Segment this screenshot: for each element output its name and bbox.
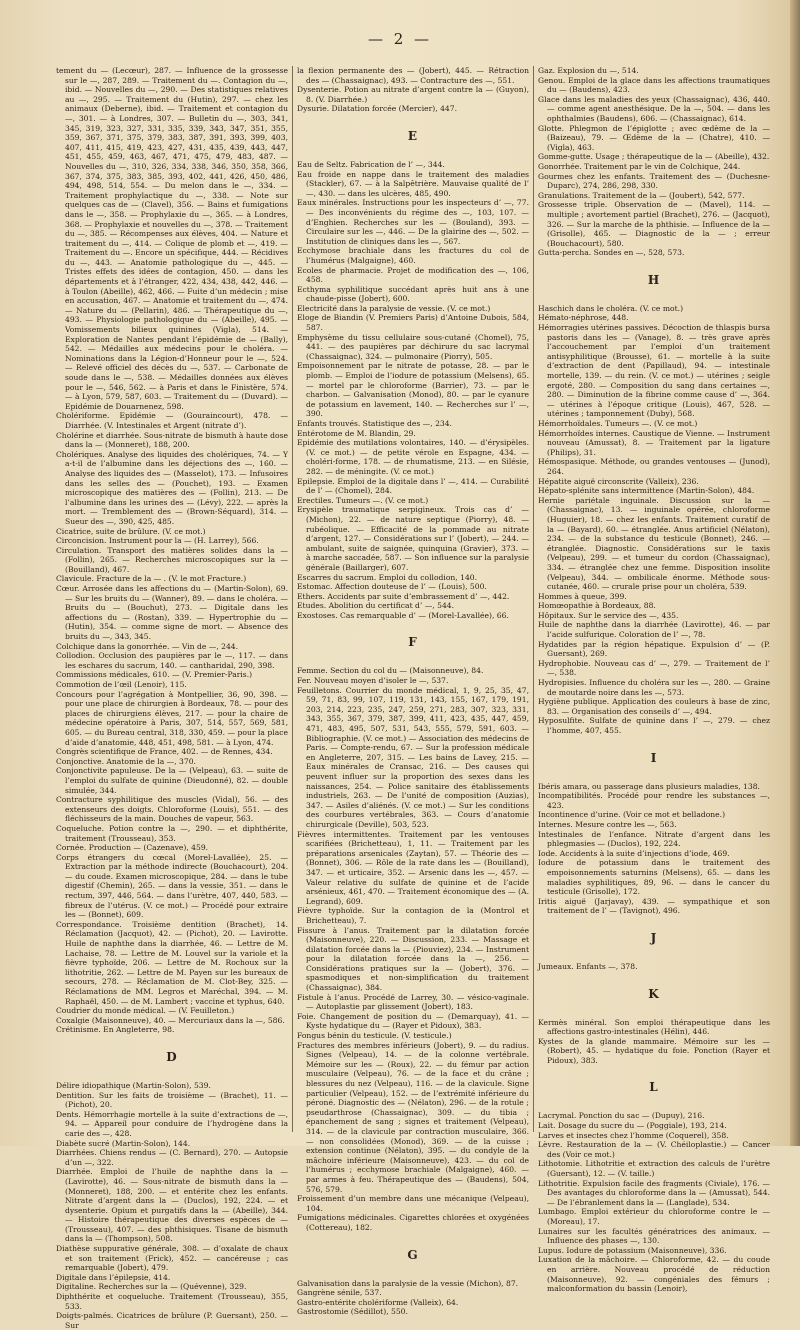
section-letter-e: E [407, 128, 419, 143]
index-entry: Hépatite aiguë circonscrite (Valleix), 236. [538, 476, 699, 486]
index-entry: Cholériques. Analyse des liquides des cholériques, 74. — Y a-t-il de l’albumine dans les déjections des —, 160. — Analyse des liquides des — (Masselot), 173. — Infusoires dans les selles des — (Pouchet), 193. — Examen microscopique des matières des — (Follin), 213. — De l’albumine dans les urines des — (Lévy), 222. — après la mort. — Tremblement des — (Brown-Séquard), 314. — Sueur des —, 390, 425, 485. [56, 449, 288, 526]
index-entry: Diathèse suppurative générale, 308. — d’oxalate de chaux et son traitement (Frick), 452. — cancéreuse ; cas remarquable (Jobert), 479. [56, 1244, 288, 1273]
index-columns [56, 66, 770, 1330]
index-entry: la flexion permanente des — (Jobert), 445. — Rétraction des — (Chassaignac), 493. — Contracture des —, 551. [297, 66, 529, 85]
index-entry: Gutta-percha. Sondes en —, 528, 573. [538, 248, 685, 258]
section-letter-d: D [166, 1049, 178, 1064]
index-entry: Incompatibilités. Procédé pour rendre les substances —, 423. [538, 791, 770, 810]
section-letter-l: L [649, 1080, 659, 1095]
index-entry: Eau froide en nappe dans le traitement des maladies (Stackler), 67. — à la Salpêtrière. Mauvaise qualité de l’ —, 430. — dans les ulcères, 485, 490. [297, 169, 529, 198]
index-entry: Ecchymose brachiale dans les fractures du col de l’humérus (Malgaigne), 460. [297, 246, 529, 265]
entries-j [538, 962, 770, 972]
index-entry: Epilepsie. Emploi de la digitale dans l’ —, 414. — Curabilité de l’ — (Chomel), 284. [297, 476, 529, 496]
entries-c-continued [56, 66, 288, 1035]
index-entry: Commissions médicales, 610. — (V. Premier-Paris.) [56, 670, 253, 680]
index-entry: Gastro-entérite cholériforme (Valleix), 64. [297, 1297, 459, 1307]
index-entry: Circulation. Transport des matières solides dans la — (Follin), 265. — Recherches microscopiques sur la — (Bouilland), 467. [56, 545, 288, 574]
index-entry: Kermès minéral. Son emploi thérapeutique dans les affections gastro-intestinales (Hélin), 446. [538, 1017, 770, 1037]
index-entry: Luxation de la mâchoire. — Chloroforme, 42. — du coude en arrière. Nouveau procédé de réduction (Maisonneuve), 92. — congéniales des fémurs ; malconformation du bassin (Lenoir), [538, 1255, 770, 1294]
index-entry: Collodion. Occlusion des paupières par le —, 117. — dans les eschares du sacrum, 140. — cantharidal, 290, 398. [56, 651, 288, 670]
index-entry: Etudes. Abolition du certificat d’ —, 544. [297, 601, 455, 611]
index-entry: Gomme-gutte. Usage ; thérapeutique de la — (Abeille), 432. [538, 152, 770, 162]
index-entry: Cornée. Production — (Cazenave), 459. [56, 843, 209, 853]
index-entry: Dysurie. Dilatation forcée (Mercier), 447. [297, 104, 457, 114]
index-entry: Fongus bénin du testicule. (V. testicule.) [297, 1031, 452, 1041]
index-entry: Internes. Mesure contre les —, 563. [538, 819, 677, 829]
index-entry: Eaux minérales. Instructions pour les inspecteurs d’ —, 77. — Des inconvénients du régime des —, 103, 107. — d’Enghien. Recherches sur les — (Bouland), 393. — Circulaire sur les —, 446. — De la glairine des —, 502. — Institution de cliniques dans les —, 567. [297, 198, 529, 246]
index-entry: Grossesse triple. Observation de — (Mavel), 114. — multiple ; avortement partiel (Brachet), 276. — (Jacquot), 326. — Sur la marche de la phthisie. — Influence de la — (Grisolle), 465. — Diagnostic de la — ; erreur (Bouchacourt), 580. [538, 200, 770, 248]
index-entry: Genou. Emploi de la glace dans les affections traumatiques du — (Baudens), 423. [538, 75, 770, 95]
index-entry: Hernie pariétale inguinale. Discussion sur la — (Chassaignac), 13. — inguinale opérée, chloroforme (Huguier), 18. — chez les enfants. Traitement curatif de la — (Bayard), 60. — étranglée. Anus artificiel (Nélaton), 234. — de la substance du testicule (Bonnet), 246. — étranglée. Diagnostic. Considérations sur le taxis (Velpeau), 299. — et tumeur du cordon (Chassaignac), 334. — étranglée chez une femme. Disposition insolite (Velpeau), 344. — ombilicale énorme. Méthode sous-cutanée, 460. — crurale prise pour un choléra, 539. [538, 495, 770, 592]
index-entry: Foie. Changement de position du — (Demarquay), 41. — Kyste hydatique du — (Rayer et Pidoux), 383. [297, 1011, 529, 1031]
index-entry: Estomac. Affection douteuse de l’ — (Louis), 500. [297, 582, 487, 592]
index-entry: Gangrène sénile, 537. [297, 1288, 382, 1298]
index-entry: Digitaline. Recherches sur la — (Quévenne), 329. [56, 1282, 247, 1292]
index-entry: Hydropisies. Influence du choléra sur les —, 280. — Graine de moutarde noire dans les —, 573. [538, 678, 770, 697]
index-entry: Ecoles de pharmacie. Projet de modification des —, 106, 458. [297, 265, 529, 285]
index-entry: Dentition. Sur les faits de troisième — (Brachet), 11. — (Pichot), 20. [56, 1090, 288, 1110]
index-entry: Huile de naphthe dans la diarrhée (Lavirotte), 46. — par l’acide sulfurique. Coloration de l’ —, 78. [538, 620, 770, 640]
index-entry: Entérotome de M. Blandin, 29. [297, 428, 416, 438]
section-letter-k: K [648, 986, 660, 1001]
index-entry: Eau de Seltz. Fabrication de l’ —, 344. [297, 159, 445, 169]
index-entry: Glace dans les maladies des yeux (Chassaignac), 436, 440. — comme agent anesthésique. De la —, 504. — dans les ophthalmies (Baudens), 606. — (Chassaignac), 614. [538, 94, 770, 123]
index-entry: Coqueluche. Potion contre la —, 290. — et diphthérite, traitement (Trousseau), 353. [56, 823, 288, 843]
page-edge [790, 0, 800, 1146]
section-letter-g: G [407, 1247, 419, 1262]
index-entry: Cholériforme. Epidémie — (Gouraincourt), 478. — Diarrhée. (V. Intestinales et Argent (nitrate d’). [56, 411, 288, 430]
index-entry: Ecthyma syphilitique succédant après huit ans à une chaude-pisse (Jobert), 600. [297, 284, 529, 304]
index-entry: Gonorrhée. Traitement par le vin de Colchique, 244. [538, 161, 741, 171]
index-entry: Hommes à queue, 399. [538, 591, 627, 601]
entries-k [538, 1018, 770, 1066]
entries-g [297, 1279, 529, 1317]
index-entry: Cholérine et diarrhée. Sous-nitrate de bismuth à haute dose dans la — (Monneret), 188, 200. [56, 430, 288, 450]
column-1 [56, 66, 288, 1330]
index-entry: Erysipèle traumatique serpigineux. Trois cas d’ — (Michon), 22. — de nature septique (Piorry), 48. — rubéolique. — Efficacité de la pommade au nitrate d’argent, 127. — Considérations sur l’ (Jobert), — 244. — ambulant, suite de saignée, quinquina (Gravier), 373. — à marche saccadée, 587. — Son influence sur la paralysie générale (Baillarger), 607. [297, 505, 529, 572]
section-letter-i: I [650, 750, 658, 765]
index-entry: Diabète sucré (Martin-Solon), 144. [56, 1138, 191, 1148]
index-entry: Galvanisation dans la paralysie de la vessie (Michon), 87. [297, 1278, 519, 1288]
index-entry: Iodure de potassium dans le traitement des empoisonnements saturnins (Melsens), 65. — dans les maladies syphilitiques, 89, 96. — dans le cancer du testicule (Grisolle), 172. [538, 858, 770, 897]
index-entry: Hygiène publique. Application des couleurs à base de zinc, 83. — Organisation des conseils d’ —, 494. [538, 697, 770, 716]
index-entry: Incontinence d’urine. (Voir ce mot et belladone.) [538, 810, 726, 820]
index-entry: Diarrhée. Emploi de l’huile de naphthe dans la — (Lavirotte), 46. — Sous-nitrate de bismuth dans la — (Monneret), 188, 200. — et entérite chez les enfants. Nitrate d’argent dans la — (Duclos), 192, 224. — et dysenterie. Opium et purgatifs dans la — (Abeille), 344. — Histoire thérapeutique des diverses espèces de — (Trousseau), 407. — des phthisiques. Tisane de bismuth dans la — (Thompson), 508. [56, 1167, 288, 1244]
index-entry: Granulations. Traitement de la — (Joubert), 542, 577. [538, 190, 745, 200]
entries-i [538, 782, 770, 916]
index-entry: Ethers. Accidents par suite d’embrassement d’ —, 442. [297, 591, 510, 601]
index-entry: Fractures des membres inférieurs (Jobert), 9. — du radius. Signes (Velpeau), 14. — de la colonne vertébrale. Mémoire sur les — (Roux), 22. — du fémur par action musculaire (Velpeau), 76. — de la face et du crâne ; blessures du nez (Velpeau), 116. — de la clavicule. Signe particulier (Velpeau), 152. — de l’extrémité inférieure du péroné. Diagnostic des — (Nélaton), 296. — de la rotule ; pseudarthrose (Chassaignac), 309. — du tibia ; épanchement de sang ; signes et traitement (Velpeau), 314. — de la clavicule par contraction musculaire, 366. — non consolidées (Monod), 369. — de la cuisse ; extension continue (Nélaton), 395. — du condyle de la mâchoire inférieure (Maisonneuve), 423. — du col de l’humérus ; ecchymose brachiale (Malgaigne), 460. — par armes à feu. Thérapeutique des — (Baudens), 504, 576, 579. [297, 1040, 529, 1194]
index-entry: Concours pour l’agrégation à Montpellier, 36, 90, 398. — pour une place de chirurgien à Bordeaux, 78. — pour des places de chirurgiens élèves, 217. — pour la chaire de médecine opératoire à Paris, 307, 514, 557, 569, 581, 605. — du Bureau central, 318, 330, 459. — pour la place d’aide d’anatomie, 448, 451, 498, 581. — à Lyon, 474. [56, 689, 288, 747]
index-entry: Intestinales de l’enfance. Nitrate d’argent dans les phlegmasies — (Duclos), 192, 224. [538, 829, 770, 849]
index-entry: Gourmes chez les enfants. Traitement des — (Duchesne-Duparc), 274, 286, 298, 330. [538, 171, 770, 191]
index-entry: Eloge de Biandin (V. Premiers Paris) d’Antoine Dubois, 584, 587. [297, 313, 529, 333]
index-entry: Hémato-néphrose, 448. [538, 313, 629, 323]
index-entry: Lumbago. Emploi extérieur du chloroforme contre le — (Moreau), 17. [538, 1207, 770, 1226]
column-2 [297, 66, 529, 1330]
index-entry: Doigts-palmés. Cicatrices de brûlure (P. Guersant), 250. — Sur [56, 1311, 288, 1330]
index-entry: Diphthérite et coqueluche. Traitement (Trousseau), 355, 533. [56, 1292, 288, 1311]
index-entry: Fistule à l’anus. Procédé de Larrey, 30. — vésico-vaginale. — Autoplastie par glissement (Jobert), 183. [297, 992, 529, 1012]
section-letter-j: J [650, 930, 658, 945]
entries-d-continued [297, 66, 529, 114]
column-3 [538, 66, 770, 1330]
index-entry: Dents. Hémorrhagie mortelle à la suite d’extractions de —, 94. — Appareil pour conduire de l’hydrogène dans la carie des —, 428. [56, 1109, 288, 1138]
index-entry: Hémorragies utérines passives. Décoction de thlaspis bursa pastoris dans les — (Vanage), 8. — très grave après l’accouchement par l’emploi d’un traitement antisyphilitique (Brousse), 61. — mortelle à la suite d’extraction de dent (Papillaud), 94. — intestinale mortelle, 139. — du rein. (V. ce mot.) — utérines ; seigle ergoté, 280. — Composition du sang dans certaines —, 280. — Diminution de la fibrine comme cause d’ —, 364. — utérines à l’époque critique (Louis), 467, 528. — utérines ; tamponnement (Duby), 568. [538, 323, 770, 419]
index-entry: Fer. Nouveau moyen d’isoler le —, 537. [297, 676, 449, 686]
index-entry: Lacrymal. Ponction du sac — (Dupuy), 216. [538, 1111, 705, 1121]
index-entry: Homœopathie à Bordeaux, 88. [538, 601, 656, 611]
entries-l [538, 1111, 770, 1293]
index-entry: Glotte. Phlegmon de l’épiglotte ; avec œdème de la — (Baizeau), 79. — Œdème de la — (Chatre), 410. — (Vigla), 463. [538, 123, 770, 152]
index-entry: Hyposulfite. Sulfate de quinine dans l’ —, 279. — chez l’homme, 407, 455. [538, 716, 770, 735]
index-entry: Kystes de la glande mammaire. Mémoire sur les — (Robert), 45. — hydatique du foie. Ponction (Rayer et Pidoux), 383. [538, 1036, 770, 1065]
index-entry: Hémospasique. Méthode, ou grandes ventouses — (Junod), 264. [538, 457, 770, 476]
index-entry: Délire idiopathique (Martin-Solon), 539. [56, 1080, 211, 1090]
index-entry: Lait. Dosage du sucre du — (Poggiale), 193, 214. [538, 1121, 727, 1131]
index-entry: Escarres du sacrum. Emploi du collodion, 140. [297, 572, 478, 582]
index-entry: Hydrophobie. Nouveau cas d’ —, 279. — Traitement de l’ —, 538. [538, 658, 770, 678]
index-entry: Conjonctive. Anatomie de la —, 370. [56, 756, 196, 766]
index-entry: Iritis aiguë (Jarjavay), 439. — sympathique et son traitement de l’ — (Tavignot), 496. [538, 896, 770, 916]
index-entry: Conjonctivite papuleuse. De la — (Velpeau), 63. — suite de l’emploi du sulfate de quinine (Dieudonné), 82. — double simulée, 344. [56, 766, 288, 795]
index-entry: Enfants trouvés. Statistique des —, 234. [297, 419, 452, 428]
index-entry: Lèvre. Restauration de la — (V. Chéiloplastie.) — Cancer des (Voir ce mot.) [538, 1140, 770, 1159]
section-letter-h: H [647, 272, 661, 287]
page-number: — 2 — [367, 30, 433, 48]
index-entry: Correspondance. Troisième dentition (Brachet), 14. Réclamation (Jacquot), 42. — (Pichot), 20. — Lavirotte. Huile de naphthe dans la diarrhée, 46. — Lettre de M. Lachaise, 78. — Lettre de M. Louvel sur la variole et la fièvre typhoïde, 206. — Lettre de M. Rochoux sur la lithotritie, 262. — Lettre de M. Payen sur les bureaux de secours, 278. — Réclamation de M. Clot-Bey, 325. — Réclamations de MM. Legros et Maréchal, 394. — M. Raphaël, 450. — de M. Lambert ; vaccine et typhus, 640. [56, 919, 288, 1006]
index-entry: Jumeaux. Enfants —, 378. [538, 961, 638, 971]
index-entry: Corps étrangers du cœcal (Morel-Lavallée), 25. — Extraction par la méthode indirecte (Bouchacourt), 204. — du coude. Examen microscopique, 284. — dans le tube digestif (Chemin), 265. — dans la vessie, 351. — dans le rectum, 397, 446, 564. — dans l’urètre, 407, 440, 583. — fibreux de l’utérus. (V. ce mot.) — Procédé pour extraire les — (Bonnet), 609. [56, 852, 288, 920]
index-entry: Diarrhées. Chiens rendus — (C. Bernard), 270. — Autopsie d’un —, 322. [56, 1148, 288, 1167]
index-entry: Coudrier du monde médical. — (V. Feuilleton.) [56, 1006, 235, 1016]
index-entry: Emphysème du tissu cellulaire sous-cutané (Chomel), 75, 441. — des paupières par déchirure du sac lacrymal (Chassaignac), 324. — pulmonaire (Piorry), 505. [297, 332, 529, 361]
entries-g-continued [538, 66, 770, 258]
index-entry: Circoncision. Instrument pour la — (H. Larrey), 566. [56, 536, 259, 546]
index-entry: Feuilletons. Courrier du monde médical, 1, 9, 25, 35, 47, 59, 71, 83, 99, 107, 119, 131, 143, 155, 167, 179, 191, 203, 214, 223, 235, 247, 259, 271, 283, 307, 323, 331, 343, 355, 367, 379, 387, 399, 411, 423, 435, 447, 459, 471, 483, 495, 507, 531, 543, 555, 579, 591, 603. — Bibliographie. (V. ce mot.) — Association des médecins de Paris. — Compte-rendu, 67. — Sur la profession médicale en Angleterre, 207, 315. — Les bains de Lavey, 215. — Eaux minérales de Cransac, 216. — Des causes qui peuvent influer sur la proportion des sexes dans les naissances, 254. — Police sanitaire des établissements industriels, 263. — De l’unité de composition (Auzias), 347. — Asiles d’aliénés. (V. ce mot.) — Sur les conditions des courbures vertébrales, 363. — Cours d’anatomie chirurgicale (Deville), 503, 523. [297, 685, 529, 829]
index-entry: Epidémie des mutilations volontaires, 140. — d’érysipèles. (V. ce mot.) — de petite vérole en Espagne, 434. — choléri-forme, 178. — de rhumatisme, 213. — en Silésie, 282. — de méningite. (V. ce mot.) [297, 438, 529, 476]
index-entry: tement du — (Lecœur), 287. — Influence de la grossesse sur le —, 287, 289. — Traitement du —. Contagion du —, ibid. — Nouvelles du —, 290. — Des statistiques relatives au —, 295. — Traitement du (Hutin), 297. — chez les animaux (Deberne), ibid. — Traitement et contagion du —, 301. — à Londres, 307. — Bulletin du —, 303, 341, 345, 319, 323, 327, 331, 335, 339, 343, 347, 351, 355, 359, 367, 371, 375, 379, 383, 387, 391, 393, 399, 403, 407, 411, 415, 419, 423, 427, 431, 435, 439, 443, 447, 451, 455, 459, 463, 467, 471, 475, 479, 483, 487. — Nouvelles du —, 310, 326, 334, 338, 346, 350, 358, 366, 367, 374, 375, 383, 385, 393, 402, 441, 426, 450, 486, 494, 498, 514, 554. — Du melon dans le —, 334. — Traitement prophylactique du —, 338. — Note sur quelques cas de — (Clavel), 356. — Bains et fumigations dans le —, 358. — Prophylaxie du —, 365. — à Londres, 368. — Prophylaxie et nouvelles du —, 378. — Traitement du —, 385. — Récompenses aux élèves, 404. — Nature et traitement du —, 414. — Colique de plomb et —, 419. — Traitement du —. Encore un spécifique, 444. — Récidives du —, 443. — Anatomie pathologique du —, 445. — Tristes effets des idées de contagion, 450. — dans les départements et à l’étranger, 422, 434, 438, 442, 446. — à Toulon (Abeille), 462, 466. — Fuite d’un médecin ; mise en accusation, 467. — Anatomie et traitement du —, 474. — Nature du — (Pellarin), 486. — Thérapeutique du —, 493. — Physiologie pathologique du — (Abeille), 495. — Vomissements bilieux quinines (Vigla), 514. — Exploration de Nantes pendant l’épidémie de — (Bally), 542. — Médailles aux médecins pour le choléra. — Nominations dans la Légion-d’Honneur pour le —, 524. — Relevé officiel des décès du —, 537. — Carbonate de soude dans le —, 538. — Médailles données aux élèves pour le —, 546, 562. — à Paris et dans le Finistère, 574. — à Lyon, 579, 587, 603. — Traitement du — (Duvard). — Epidémie de Douarnenez, 598. [56, 66, 288, 411]
index-entry: Congrès scientifique de France, 402. — de Rennes, 434. [56, 747, 273, 757]
index-entry: Femme. Section du col du — (Maisonneuve), 84. [297, 666, 484, 676]
index-entry: Cicatrice, suite de brûlure. (V. ce mot.) [56, 526, 206, 536]
entries-d [56, 1081, 288, 1330]
index-entry: Hydatides par la région hépatique. Expulsion d’ — (P. Guersant), 269. [538, 639, 770, 659]
index-entry: Lithotomie. Lithotritie et extraction des calculs de l’urètre (Guersant), 12. — (V. taille.) [538, 1159, 770, 1179]
section-letter-f: F [408, 635, 418, 650]
index-entry: Erectiles. Tumeurs —. (V. ce mot.) [297, 495, 429, 505]
index-entry: Ibéris amara, ou passerage dans plusieurs maladies, 138. [538, 781, 760, 791]
index-entry: Haschich dans le choléra. (V. ce mot.) [538, 303, 684, 313]
index-entry: Froissement d’un membre dans une mécanique (Velpeau), 104. [297, 1194, 529, 1213]
index-entry: Fissure à l’anus. Traitement par la dilatation forcée (Maisonneuve), 220. — Discussion, 233. — Massage et dilatation forcée dans la — (Piouviez), 234. — Instrument pour la dilatation forcée dans la —, 256. — Considérations pratiques sur la — (Jobert), 376. — spasmodiques et non-simplification du traitement (Chassaignac), 384. [297, 925, 529, 993]
index-entry: Lupus. Iodure de potassium (Maisonneuve), 336. [538, 1245, 727, 1255]
index-entry: Electricité dans la paralysie de vessie. (V. ce mot.) [297, 303, 491, 313]
index-entry: Coxalgie (Maisonneuve), 40. — Mercuriaux dans la —, 586. [56, 1015, 285, 1025]
index-entry: Fièvres intermittentes. Traitement par les ventouses scarifiées (Brichetteau), 1, 11. — Traitement par les préparations arsenicales (Zaytan), 57. — Théorie des — (Bonnet), 306. — Rôle de la rate dans les — (Bouilland), 347. — et urticaire, 352. — Arsenic dans les —, 457. — Valeur relative du sulfate de quinine et de l’acide arsénieux, 461, 470. — Traitement économique des — (A. Legrand), 609. [297, 829, 529, 906]
index-entry: Lithotritie. Expulsion facile des fragments (Civiale), 176. — Des avantages du chloroforme dans la — (Amussat), 544. — De l’ébranlement dans la — (Langlade), 534. [538, 1178, 770, 1207]
index-entry: Fumigations médicinales. Cigarettes chlorées et oxygénées (Cottereau), 182. [297, 1213, 529, 1232]
index-entry: Dysenterie. Potion au nitrate d’argent contre la — (Guyon), 8. (V. Diarrhée.) [297, 85, 529, 104]
index-entry: Gaz. Explosion du —, 514. [538, 66, 639, 75]
entries-f [297, 666, 529, 1232]
entries-h [538, 304, 770, 736]
index-entry: Lunaires sur les facultés génératrices des animaux. — Influence des phases —, 130. [538, 1226, 770, 1246]
index-entry: Colchique dans la gonorrhée. — Vin de —, 244. [56, 641, 239, 651]
index-entry: Hémorrhoïdes internes. Caustique de Vienne. — Instrument nouveau (Amussat), 8. — Traitement par la ligature (Philips), 31. [538, 428, 770, 457]
index-entry: Commotion de l’œil (Lenoir), 115. [56, 680, 187, 689]
index-entry: Exostoses. Cas remarquable d’ — (Morel-Lavallée), 66. [297, 610, 509, 620]
index-entry: Hépato-splénite sans intermittence (Martin-Solon), 484. [538, 486, 755, 496]
index-entry: Cœur. Arrosée dans les affections du — (Martin-Solon), 69. — Sur les bruits du — (Wanner), 89. — dans le choléra. — Bruits du — (Bouchut), 273. — Digitale dans les affections du — (Rostan), 339. — Hypertrophie du — (Hutin), 354. — comme signe de mort. — Absence des bruits du —, 343, 345. [56, 584, 288, 642]
index-entry: Fièvre typhoïde. Sur la contagion de la (Montrol et Brichetteau), 7. [297, 906, 529, 925]
index-entry: Iode. Accidents à la suite d’injections d’iode, 469. [538, 848, 730, 858]
index-entry: Gastrostomie (Sédillot), 550. [297, 1307, 408, 1317]
index-entry: Larves et insectes chez l’homme (Coquerel), 358. [538, 1130, 729, 1140]
index-entry: Crétinisme. En Angleterre, 98. [56, 1025, 175, 1035]
index-entry: Clavicule. Fracture de la — . (V. le mot Fracture.) [56, 574, 247, 584]
index-entry: Digitale dans l’épilepsie, 414. [56, 1272, 171, 1282]
index-entry: Hôpitaux. Sur le service des —, 435. [538, 610, 679, 620]
index-entry: Empoisonnement par le nitrate de potasse, 28. — par le plomb. — Emploi de l’iodure de potassium (Melsens), 65. — mortel par le chloroforme (Barrier), 73. — par le charbon. — Galvanisation (Monod), 80. — par le cyanure de potassium en lavement, 140. — Recherches sur l’ —, 390. [297, 361, 529, 419]
entries-e [297, 160, 529, 621]
index-entry: Hémorrhoïdales. Tumeurs —. (V. ce mot.) [538, 419, 698, 428]
index-entry: Contracture syphilitique des muscles (Vidal), 56. — des extenseurs des doigts. Chloroforme (Louis), 551. — des fléchisseurs de la main. Douches de vapeur, 563. [56, 795, 288, 824]
